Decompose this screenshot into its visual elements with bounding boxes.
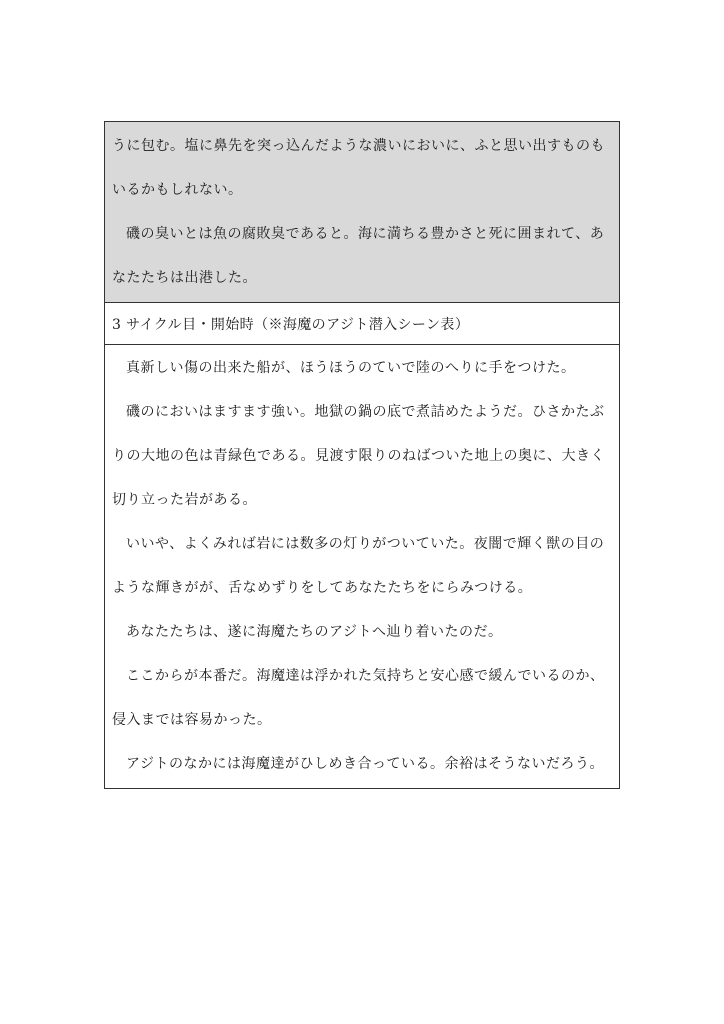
section-body	[105, 345, 619, 788]
section-body-line: あなたたちは、遂に海魔たちのアジトへ辿り着いたのだ。	[126, 624, 503, 640]
previous-scene-line: いるかもしれない。	[112, 182, 243, 198]
section-body-line: ここからが本番だ。海魔達は浮かれた気持ちと安心感で緩んでいるのか、	[126, 668, 605, 684]
section-body-line: いいや、よくみれば岩には数多の灯りがついていた。夜闇で輝く獣の目の	[126, 536, 605, 552]
section-body-line: ような輝きがが、舌なめずりをしてあなたたちをにらみつける。	[112, 580, 533, 596]
section-body-line: りの大地の色は青緑色である。見渡す限りのねばついた地上の奥に、大きく	[112, 448, 605, 464]
section-heading: 3 サイクル目・開始時（※海魔のアジト潜入シーン表）	[105, 303, 619, 345]
section-body-line: アジトのなかには海魔達がひしめき合っている。余裕はそうないだろう。	[126, 756, 604, 772]
section-body-line: 侵入までは容易かった。	[112, 712, 272, 728]
section-body-line: 真新しい傷の出来た船が、ほうほうのていで陸のへりに手をつけた。	[126, 360, 576, 376]
previous-scene-block	[105, 122, 619, 303]
previous-scene-line: 磯の臭いとは魚の腐敗臭であると。海に満ちる豊かさと死に囲まれて、あ	[126, 226, 605, 242]
previous-scene-line: うに包む。塩に鼻先を突っ込んだような濃いにおいに、ふと思い出すものも	[112, 138, 605, 154]
section-body-line: 磯のにおいはますます強い。地獄の鍋の底で煮詰めたようだ。ひさかたぶ	[126, 404, 605, 420]
section-body-line: 切り立った岩がある。	[112, 492, 257, 508]
previous-scene-line: なたたちは出港した。	[112, 270, 257, 286]
scenario-text-table	[104, 121, 620, 789]
